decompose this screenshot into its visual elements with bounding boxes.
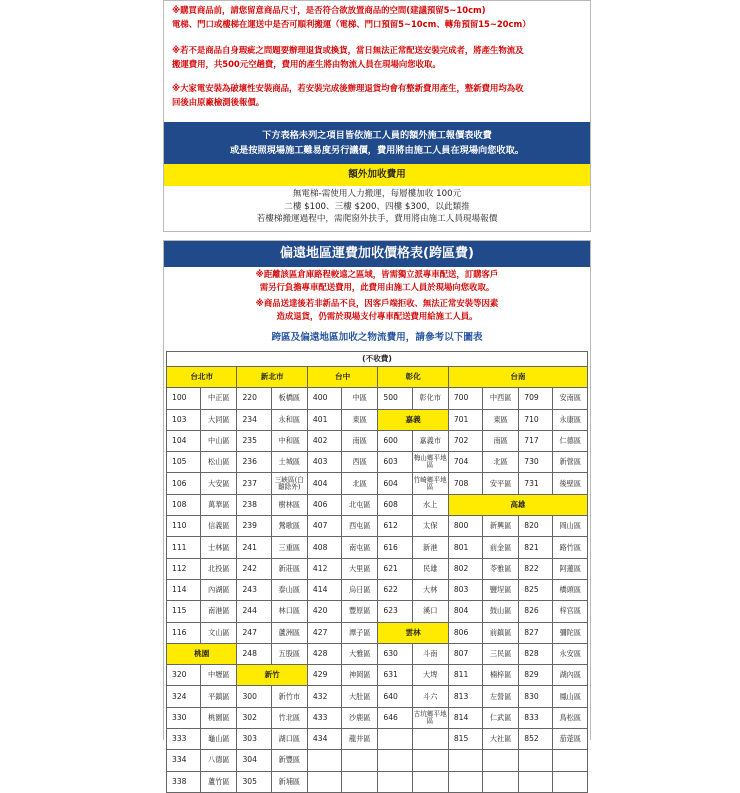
notice-line: ※商品送達後若非新品不良，因客戶端拒收、無法正常安裝等因素 <box>255 298 499 308</box>
postal-code-cell: 108 <box>167 494 201 515</box>
district-name-cell: 板橋區 <box>271 388 307 409</box>
table-row <box>167 601 588 622</box>
postal-code-cell: 815 <box>448 729 482 750</box>
district-name-cell <box>342 771 378 792</box>
postal-code-cell: 704 <box>448 452 482 473</box>
district-name-cell: 北區 <box>483 452 519 473</box>
district-name-cell: 大里區 <box>342 558 378 579</box>
remote-rate-panel <box>163 240 591 786</box>
district-name-cell: 永康區 <box>553 409 588 430</box>
district-name-cell: 東區 <box>342 409 378 430</box>
district-name-cell: 神岡區 <box>342 665 378 686</box>
table-row <box>167 388 588 409</box>
postal-code-cell: 803 <box>448 579 482 600</box>
postal-code-cell: 623 <box>378 601 412 622</box>
region-label-chiayi: 嘉義 <box>378 409 448 430</box>
district-name-cell: 信義區 <box>201 516 237 537</box>
postal-code-cell: 244 <box>237 601 271 622</box>
postal-code-cell: 300 <box>237 686 271 707</box>
district-name-cell <box>483 771 519 792</box>
postal-code-cell: 600 <box>378 430 412 451</box>
table-row <box>167 686 588 707</box>
district-name-cell: 彌陀區 <box>553 622 588 643</box>
district-name-cell: 苓雅區 <box>483 558 519 579</box>
district-name-cell: 大安區 <box>201 473 237 494</box>
postal-code-cell: 305 <box>237 771 271 792</box>
postal-code-cell <box>519 750 553 771</box>
district-rate-table <box>166 351 588 793</box>
postal-code-cell: 821 <box>519 537 553 558</box>
postal-code-cell: 333 <box>167 729 201 750</box>
district-name-cell: 大肚區 <box>342 686 378 707</box>
district-name-cell: 中正區 <box>201 388 237 409</box>
postal-code-cell: 330 <box>167 707 201 728</box>
district-name-cell: 內湖區 <box>201 579 237 600</box>
district-name-cell: 林口區 <box>271 601 307 622</box>
notice-line: 搬運費用，共500元空趟費，費用的產生將由物流人員在現場向您收取。 <box>172 59 441 69</box>
postal-code-cell: 429 <box>307 665 341 686</box>
postal-code-cell: 404 <box>307 473 341 494</box>
district-name-cell: 鹽埕區 <box>483 579 519 600</box>
postal-code-cell: 407 <box>307 516 341 537</box>
district-name-cell <box>553 771 588 792</box>
extra-fee-line: 二樓 $100、三樓 $200、四樓 $300，以此類推 <box>284 201 470 212</box>
banner-line: 或是按照現場施工難易度另行議價，費用將由施工人員在現場向您收取。 <box>230 145 524 156</box>
table-row <box>167 516 588 537</box>
postal-code-cell: 237 <box>237 473 271 494</box>
table-row <box>167 537 588 558</box>
postal-code-cell: 801 <box>448 537 482 558</box>
district-name-cell: 泰山區 <box>271 579 307 600</box>
district-name-cell: 樹林區 <box>271 494 307 515</box>
postal-code-cell: 112 <box>167 558 201 579</box>
notice-line: ※購買商品前，請您留意商品尺寸，是否符合欲放置商品的空間(建議預留5~10cm) <box>172 5 486 15</box>
table-row <box>167 729 588 750</box>
region-taipei: 台北市 <box>167 367 237 388</box>
district-name-cell: 茄萣區 <box>553 729 588 750</box>
postal-code-cell: 238 <box>237 494 271 515</box>
postal-code-cell: 220 <box>237 388 271 409</box>
district-name-cell <box>553 750 588 771</box>
district-name-cell: 新興區 <box>483 516 519 537</box>
district-name-cell: 蘆竹區 <box>201 771 237 792</box>
district-name-cell: 楠梓區 <box>483 665 519 686</box>
postal-code-cell: 302 <box>237 707 271 728</box>
district-name-cell <box>412 771 448 792</box>
postal-code-cell: 717 <box>519 430 553 451</box>
postal-code-cell: 500 <box>378 388 412 409</box>
district-name-cell: 新豐區 <box>271 750 307 771</box>
postal-code-cell <box>378 771 412 792</box>
district-name-cell: 溪口 <box>412 601 448 622</box>
postal-code-cell: 236 <box>237 452 271 473</box>
district-name-cell: 南區 <box>342 430 378 451</box>
district-name-cell: 桃園區 <box>201 707 237 728</box>
postal-code-cell: 731 <box>519 473 553 494</box>
postal-code-cell: 235 <box>237 430 271 451</box>
district-name-cell: 中和區 <box>271 430 307 451</box>
postal-code-cell: 334 <box>167 750 201 771</box>
district-name-cell: 永安區 <box>553 643 588 664</box>
district-name-cell: 五股區 <box>271 643 307 664</box>
table-row <box>167 643 588 664</box>
district-name-cell: 梓官區 <box>553 601 588 622</box>
district-name-cell: 北區 <box>342 473 378 494</box>
district-name-cell: 鳳山區 <box>553 686 588 707</box>
postal-code-cell: 248 <box>237 643 271 664</box>
district-name-cell: 新莊區 <box>271 558 307 579</box>
postal-code-cell: 247 <box>237 622 271 643</box>
postal-code-cell: 427 <box>307 622 341 643</box>
district-name-cell: 左營區 <box>483 686 519 707</box>
district-name-cell: 嘉義市 <box>412 430 448 451</box>
district-name-cell: 西屯區 <box>342 516 378 537</box>
extra-fee-line: 若樓梯搬運過程中，需爬窗外扶手，費用將由施工人員現場報價 <box>256 214 498 224</box>
postal-code-cell: 730 <box>519 452 553 473</box>
district-name-cell: 湖內區 <box>553 665 588 686</box>
postal-code-cell: 822 <box>519 558 553 579</box>
district-name-cell: 沙鹿區 <box>342 707 378 728</box>
district-name-cell: 阿蓮區 <box>553 558 588 579</box>
district-name-cell: 龍井區 <box>342 729 378 750</box>
extra-fee-line: 無電梯-需使用人力搬運，每層樓加收 100元 <box>292 189 462 199</box>
district-name-cell: 安平區 <box>483 473 519 494</box>
postal-code-cell: 241 <box>237 537 271 558</box>
postal-code-cell: 105 <box>167 452 201 473</box>
postal-code-cell: 826 <box>519 601 553 622</box>
postal-code-cell: 420 <box>307 601 341 622</box>
return-fee-notice <box>172 43 584 71</box>
region-label-hsinchu: 新竹 <box>237 665 307 686</box>
postal-code-cell <box>307 771 341 792</box>
table-row <box>167 473 588 494</box>
district-name-cell: 新營區 <box>553 452 588 473</box>
district-name-cell <box>342 750 378 771</box>
district-name-cell: 三峽區(白雞除外) <box>271 473 307 494</box>
postal-code-cell: 406 <box>307 494 341 515</box>
district-name-cell: 安南區 <box>553 388 588 409</box>
postal-code-cell: 402 <box>307 430 341 451</box>
district-name-cell: 士林區 <box>201 537 237 558</box>
remote-notice <box>164 268 590 294</box>
postal-code-cell: 100 <box>167 388 201 409</box>
postal-code-cell: 800 <box>448 516 482 537</box>
postal-code-cell <box>378 729 412 750</box>
district-name-cell: 烏日區 <box>342 579 378 600</box>
table-row <box>167 409 588 430</box>
postal-code-cell: 640 <box>378 686 412 707</box>
refusal-notice <box>164 297 590 323</box>
notice-line: ※大家電安裝為破壞性安裝商品，若安裝完成後辦理退貨均會有整新費用產生，整新費用均為收 <box>172 83 524 93</box>
extra-charge-banner <box>164 122 590 164</box>
postal-code-cell <box>307 750 341 771</box>
district-name-cell: 後壁區 <box>553 473 588 494</box>
postal-code-cell: 412 <box>307 558 341 579</box>
notice-line: 電梯、門口或樓梯在運送中是否可順利搬運（電梯、門口預留5~10cm、轉角預留15~20cm） <box>172 19 531 29</box>
postal-code-cell <box>519 771 553 792</box>
table-row <box>167 707 588 728</box>
district-name-cell: 東區 <box>483 409 519 430</box>
postal-code-cell: 110 <box>167 516 201 537</box>
postal-code-cell: 603 <box>378 452 412 473</box>
notice-line: 需另行負擔專車配送費用，此費用由施工人員於現場向您收取。 <box>259 282 495 292</box>
postal-code-cell <box>448 750 482 771</box>
district-name-cell: 古坑鄉平地區 <box>412 707 448 728</box>
postal-code-cell: 428 <box>307 643 341 664</box>
postal-code-cell: 234 <box>237 409 271 430</box>
district-name-cell: 南區 <box>483 430 519 451</box>
district-name-cell: 八德區 <box>201 750 237 771</box>
postal-code-cell: 303 <box>237 729 271 750</box>
district-name-cell: 梅山鄉平地區 <box>412 452 448 473</box>
district-name-cell: 大雅區 <box>342 643 378 664</box>
district-name-cell: 中山區 <box>201 430 237 451</box>
postal-code-cell: 604 <box>378 473 412 494</box>
notice-line: ※若不是商品自身瑕疵之問題要辦理退貨或換貨，當日無法正常配送安裝完成者，將產生物流及 <box>172 45 524 55</box>
postal-code-cell: 111 <box>167 537 201 558</box>
postal-code-cell: 830 <box>519 686 553 707</box>
table-row <box>167 494 588 515</box>
installation-notice <box>172 81 584 109</box>
postal-code-cell: 833 <box>519 707 553 728</box>
table-row <box>167 771 588 792</box>
district-name-cell: 民雄 <box>412 558 448 579</box>
postal-code-cell: 400 <box>307 388 341 409</box>
postal-code-cell: 852 <box>519 729 553 750</box>
district-name-cell: 松山區 <box>201 452 237 473</box>
notice-line: 造成退貨，仍需於現場支付專車配送費用給施工人員。 <box>276 311 478 321</box>
postal-code-cell: 827 <box>519 622 553 643</box>
district-name-cell: 鼓山區 <box>483 601 519 622</box>
postal-code-cell: 408 <box>307 537 341 558</box>
district-name-cell: 岡山區 <box>553 516 588 537</box>
region-taichung: 台中 <box>307 367 377 388</box>
postal-code-cell: 414 <box>307 579 341 600</box>
table-row <box>167 452 588 473</box>
district-name-cell: 大社區 <box>483 729 519 750</box>
notice-panel <box>163 0 591 232</box>
district-name-cell: 西區 <box>342 452 378 473</box>
postal-code-cell: 608 <box>378 494 412 515</box>
district-name-cell: 蘆洲區 <box>271 622 307 643</box>
district-name-cell: 竹崎鄉平地區 <box>412 473 448 494</box>
postal-code-cell: 825 <box>519 579 553 600</box>
postal-code-cell: 320 <box>167 665 201 686</box>
postal-code-cell: 700 <box>448 388 482 409</box>
postal-code-cell: 811 <box>448 665 482 686</box>
postal-code-cell: 433 <box>307 707 341 728</box>
banner-line: 下方表格未列之項目皆依施工人員的額外施工報價表收費 <box>262 130 492 141</box>
postal-code-cell <box>448 771 482 792</box>
district-name-cell: 鶯歌區 <box>271 516 307 537</box>
table-row <box>167 622 588 643</box>
postal-code-cell: 114 <box>167 579 201 600</box>
district-name-cell: 彰化市 <box>412 388 448 409</box>
postal-code-cell: 814 <box>448 707 482 728</box>
postal-code-cell: 338 <box>167 771 201 792</box>
postal-code-cell <box>378 750 412 771</box>
postal-code-cell: 432 <box>307 686 341 707</box>
postal-code-cell: 612 <box>378 516 412 537</box>
district-name-cell: 竹北區 <box>271 707 307 728</box>
notice-line: 回後由原廠檢測後報價。 <box>172 97 265 107</box>
region-label-yunlin: 雲林 <box>378 622 448 643</box>
postal-code-cell: 813 <box>448 686 482 707</box>
postal-code-cell: 710 <box>519 409 553 430</box>
district-name-cell <box>412 729 448 750</box>
region-changhua: 彰化 <box>378 367 448 388</box>
region-new-taipei: 新北市 <box>237 367 307 388</box>
district-name-cell: 新埔區 <box>271 771 307 792</box>
district-name-cell: 大埤 <box>412 665 448 686</box>
postal-code-cell: 434 <box>307 729 341 750</box>
district-name-cell: 橋頭區 <box>553 579 588 600</box>
district-name-cell: 中西區 <box>483 388 519 409</box>
district-name-cell: 三重區 <box>271 537 307 558</box>
postal-code-cell: 239 <box>237 516 271 537</box>
region-tainan: 台南 <box>448 367 587 388</box>
district-name-cell: 鳥松區 <box>553 707 588 728</box>
district-name-cell <box>412 750 448 771</box>
district-name-cell: 水上 <box>412 494 448 515</box>
postal-code-cell: 708 <box>448 473 482 494</box>
postal-code-cell: 621 <box>378 558 412 579</box>
postal-code-cell: 242 <box>237 558 271 579</box>
region-label-taoyuan: 桃園 <box>167 643 237 664</box>
postal-code-cell: 829 <box>519 665 553 686</box>
district-name-cell: 仁武區 <box>483 707 519 728</box>
district-name-cell: 前金區 <box>483 537 519 558</box>
postal-code-cell: 304 <box>237 750 271 771</box>
region-label-kaohsiung: 高雄 <box>448 494 587 515</box>
district-name-cell: 路竹區 <box>553 537 588 558</box>
postal-code-cell: 104 <box>167 430 201 451</box>
postal-code-cell: 802 <box>448 558 482 579</box>
postal-code-cell: 806 <box>448 622 482 643</box>
free-zone-header: (不收費) <box>167 352 588 367</box>
district-name-cell: 平鎮區 <box>201 686 237 707</box>
postal-code-cell: 116 <box>167 622 201 643</box>
district-name-cell: 龜山區 <box>201 729 237 750</box>
district-name-cell: 豐原區 <box>342 601 378 622</box>
crossref-heading: 跨區及偏遠地區加收之物流費用，請參考以下圖表 <box>271 332 483 343</box>
table-row <box>167 750 588 771</box>
district-name-cell: 土城區 <box>271 452 307 473</box>
postal-code-cell: 616 <box>378 537 412 558</box>
postal-code-cell: 106 <box>167 473 201 494</box>
district-name-cell: 新港 <box>412 537 448 558</box>
table-row <box>167 430 588 451</box>
postal-code-cell: 103 <box>167 409 201 430</box>
district-name-cell: 三民區 <box>483 643 519 664</box>
postal-code-cell: 820 <box>519 516 553 537</box>
district-name-cell: 湖口區 <box>271 729 307 750</box>
district-name-cell: 萬華區 <box>201 494 237 515</box>
postal-code-cell: 403 <box>307 452 341 473</box>
table-row <box>167 665 588 686</box>
district-name-cell: 斗六 <box>412 686 448 707</box>
postal-code-cell: 243 <box>237 579 271 600</box>
postal-code-cell: 709 <box>519 388 553 409</box>
district-name-cell: 大同區 <box>201 409 237 430</box>
postal-code-cell: 401 <box>307 409 341 430</box>
district-name-cell: 永和區 <box>271 409 307 430</box>
rate-title: 偏遠地區運費加收價格表(跨區費) <box>164 241 590 267</box>
postal-code-cell: 646 <box>378 707 412 728</box>
district-name-cell: 新竹市 <box>271 686 307 707</box>
postal-code-cell: 115 <box>167 601 201 622</box>
district-name-cell: 前鎮區 <box>483 622 519 643</box>
postal-code-cell: 804 <box>448 601 482 622</box>
postal-code-cell: 828 <box>519 643 553 664</box>
extra-fee-details <box>164 188 590 226</box>
postal-code-cell: 630 <box>378 643 412 664</box>
district-name-cell: 南屯區 <box>342 537 378 558</box>
district-name-cell: 太保 <box>412 516 448 537</box>
dimension-notice <box>172 3 584 31</box>
postal-code-cell: 622 <box>378 579 412 600</box>
district-name-cell: 北投區 <box>201 558 237 579</box>
postal-code-cell: 701 <box>448 409 482 430</box>
extra-fee-title: 額外加收費用 <box>164 164 590 186</box>
district-name-cell: 斗南 <box>412 643 448 664</box>
district-name-cell: 大林 <box>412 579 448 600</box>
district-name-cell: 仁德區 <box>553 430 588 451</box>
district-name-cell: 中壢區 <box>201 665 237 686</box>
table-row <box>167 558 588 579</box>
district-name-cell: 中區 <box>342 388 378 409</box>
district-name-cell: 南港區 <box>201 601 237 622</box>
district-name-cell: 潭子區 <box>342 622 378 643</box>
district-name-cell: 文山區 <box>201 622 237 643</box>
district-name-cell: 北屯區 <box>342 494 378 515</box>
table-row <box>167 579 588 600</box>
notice-line: ※距離該區倉庫路程較遠之區域，皆需獨立派專車配送，訂購客戶 <box>255 269 499 279</box>
postal-code-cell: 324 <box>167 686 201 707</box>
district-name-cell <box>483 750 519 771</box>
postal-code-cell: 631 <box>378 665 412 686</box>
postal-code-cell: 702 <box>448 430 482 451</box>
postal-code-cell: 807 <box>448 643 482 664</box>
